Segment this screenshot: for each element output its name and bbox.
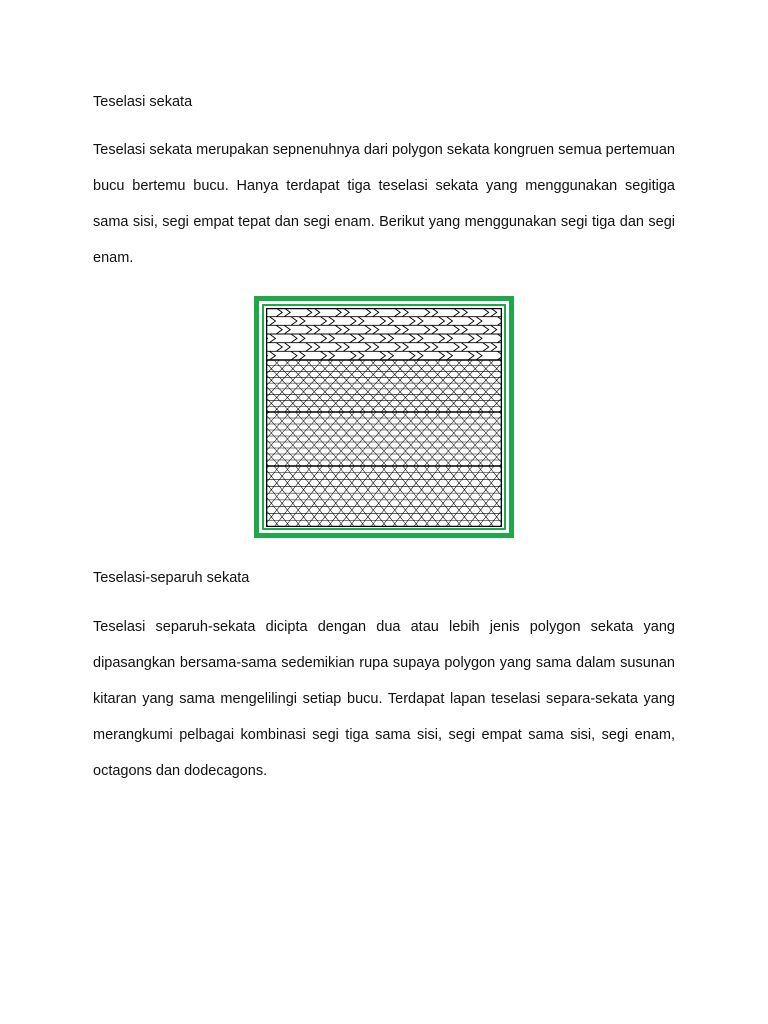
hexagon-mesh-band-1 — [266, 360, 502, 412]
section-title-teselasi-sekata: Teselasi sekata — [93, 94, 193, 110]
tessellation-figure-inner-border — [262, 304, 506, 530]
hexagon-mesh-band-2 — [266, 412, 502, 466]
hexagon-mesh-band-3 — [266, 466, 502, 527]
paragraph-teselasi-sekata: Teselasi sekata merupakan sepnenuhnya dari polygon sekata kongruen semua pertemuan bucu bertemu bucu. Hanya terdapat tiga teselasi sekata yang menggunakan segitiga sama sisi, segi empat tepat dan segi enam. Berikut yang menggunakan segi tiga dan segi enam. — [93, 142, 675, 266]
hexagon-rows-large — [266, 308, 502, 360]
paragraph-teselasi-separuh-sekata: Teselasi separuh-sekata dicipta dengan dua atau lebih jenis polygon sekata yang dipasangkan bersama-sama sedemikian rupa supaya polygon yang sama dalam susunan kitaran yang sama mengelilingi setiap bucu. Terdapat lapan teselasi separa-sekata yang merangkumi pelbagai kombinasi segi tiga sama sisi, segi empat sama sisi, segi enam, octagons dan dodecagons. — [93, 619, 675, 779]
tessellation-pattern-image — [266, 308, 502, 527]
section-title-teselasi-separuh-sekata: Teselasi-separuh sekata — [93, 570, 250, 586]
tessellation-figure — [254, 296, 514, 538]
